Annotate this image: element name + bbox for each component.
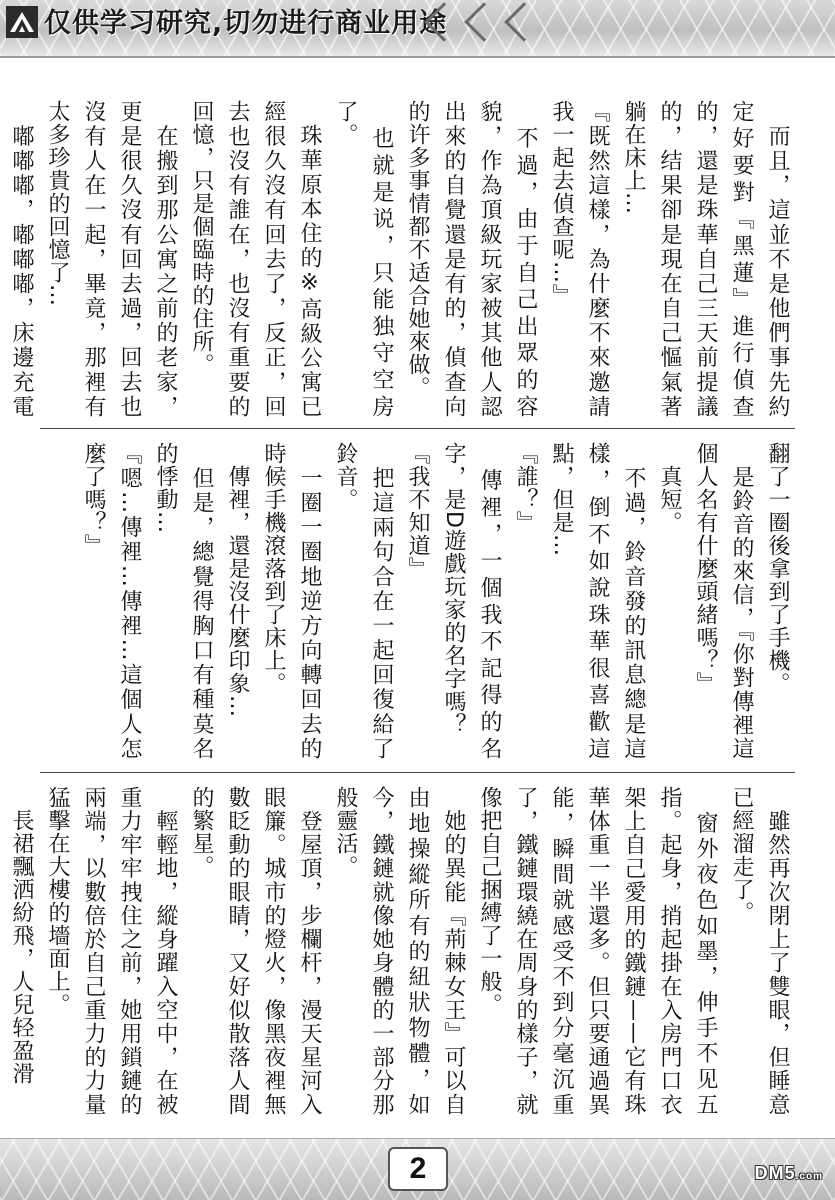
chevron-decoration-icon <box>504 2 544 42</box>
paragraph: 在搬到那公寓之前的老家，更是很久沒有回去過，回去也沒有人在一起，畢竟，那裡有太多珍貴的回憶了… <box>45 100 178 418</box>
paragraph: 一圈一圈地逆方向轉回去的時候手機滾落到了床上。 <box>261 442 322 760</box>
paragraph: 『誰？』 <box>513 442 538 534</box>
paragraph: 輕輕地，縱身躍入空中，在被重力牢牢拽住之前，她用鎖鏈的兩端，以數倍於自己重力的力量猛擊在大樓的墻面上。 <box>45 786 178 1116</box>
text-section-2 <box>50 442 795 760</box>
paragraph: 不過，鈴音發的訊息總是這樣，倒不如說珠華很喜歡這點，但是… <box>549 442 646 760</box>
paragraph: 『既然這樣，為什麼不來邀請我一起去偵查呢…』 <box>549 100 610 418</box>
paragraph: 而且，這並不是他們事先約定好要對『黑蓮』進行偵查的，還是珠華自己三天前提議的，结果卻是現在自己慪氣著躺在床上… <box>621 100 790 418</box>
watermark-suffix: .com <box>795 1171 823 1182</box>
paragraph: 『我不知道』 <box>405 442 430 580</box>
section-divider <box>40 772 795 773</box>
paragraph: 傳裡，一個我不記得的名字，是D遊戲玩家的名字嗎？ <box>441 442 502 760</box>
paragraph: 但是，總覺得胸口有種莫名的悸動… <box>153 442 214 760</box>
paragraph: 珠華原本住的※高級公寓已經很久沒有回去了，反正，回去也沒有誰在，也沒有重要的回憶，只是個臨時的住所。 <box>189 100 322 418</box>
paragraph: 不過，由于自己出眾的容貌，作為頂級玩家被其他人認出來的自覺還是有的，偵查向的许多事情都不适合她來做。 <box>405 100 538 418</box>
disclaimer-banner: 仅供学习研究,切勿进行商业用途 <box>44 8 448 39</box>
paragraph: 雖然再次閉上了雙眼，但睡意已經溜走了。 <box>729 786 790 1116</box>
header-banner <box>0 0 835 58</box>
text-section-1 <box>9 100 795 418</box>
paragraph: 真短。 <box>657 442 682 534</box>
chevron-decoration-icon <box>464 2 504 42</box>
paragraph: 長裙飄洒紛飛，人兒轻盈滑 <box>9 786 34 1085</box>
site-watermark <box>755 1163 823 1184</box>
section-divider <box>40 428 795 429</box>
paragraph: 登屋頂，步欄杆，漫天星河入眼簾。城市的燈火，像黑夜裡無數眨動的眼睛，又好似散落人間的繁星。 <box>189 786 322 1116</box>
paragraph: 『嗯…傳裡…傳裡…這個人怎麼了嗎？』 <box>81 442 142 760</box>
paragraph: 翻了一圈後拿到了手機。 <box>765 442 790 695</box>
paragraph: 窗外夜色如墨，伸手不见五指。起身，捎起掛在入房門口衣架上自己愛用的鐵鏈——它有珠華体重一半還多。但只要通過異能，瞬間就感受不到分毫沉重了，鐵鏈環繞在周身的樣子，就像把自己捆縛了一般。 <box>477 786 718 1116</box>
page-number: 2 <box>388 1147 448 1191</box>
paragraph: 傳裡，還是沒什麼印象… <box>225 442 250 718</box>
paragraph: 也就是说，只能独守空房了。 <box>333 100 394 418</box>
paragraph: 把這兩句合在一起回復給了鈴音。 <box>333 442 394 760</box>
paragraph: 是鈴音的來信，『你對傳裡這個人名有什麼頭緒嗎？』 <box>693 442 754 760</box>
paragraph: 她的異能『荊棘女王』可以自由地操縱所有的紐狀物體，如今，鐵鏈就像她身體的一部分那般靈活。 <box>333 786 466 1116</box>
paragraph: 嘟嘟嘟，嘟嘟嘟，床邊充電 <box>9 124 34 418</box>
watermark-text: DM5 <box>754 1163 796 1183</box>
text-section-3 <box>9 786 795 1116</box>
flame-logo-icon <box>6 6 38 38</box>
footer-band <box>0 1138 835 1200</box>
